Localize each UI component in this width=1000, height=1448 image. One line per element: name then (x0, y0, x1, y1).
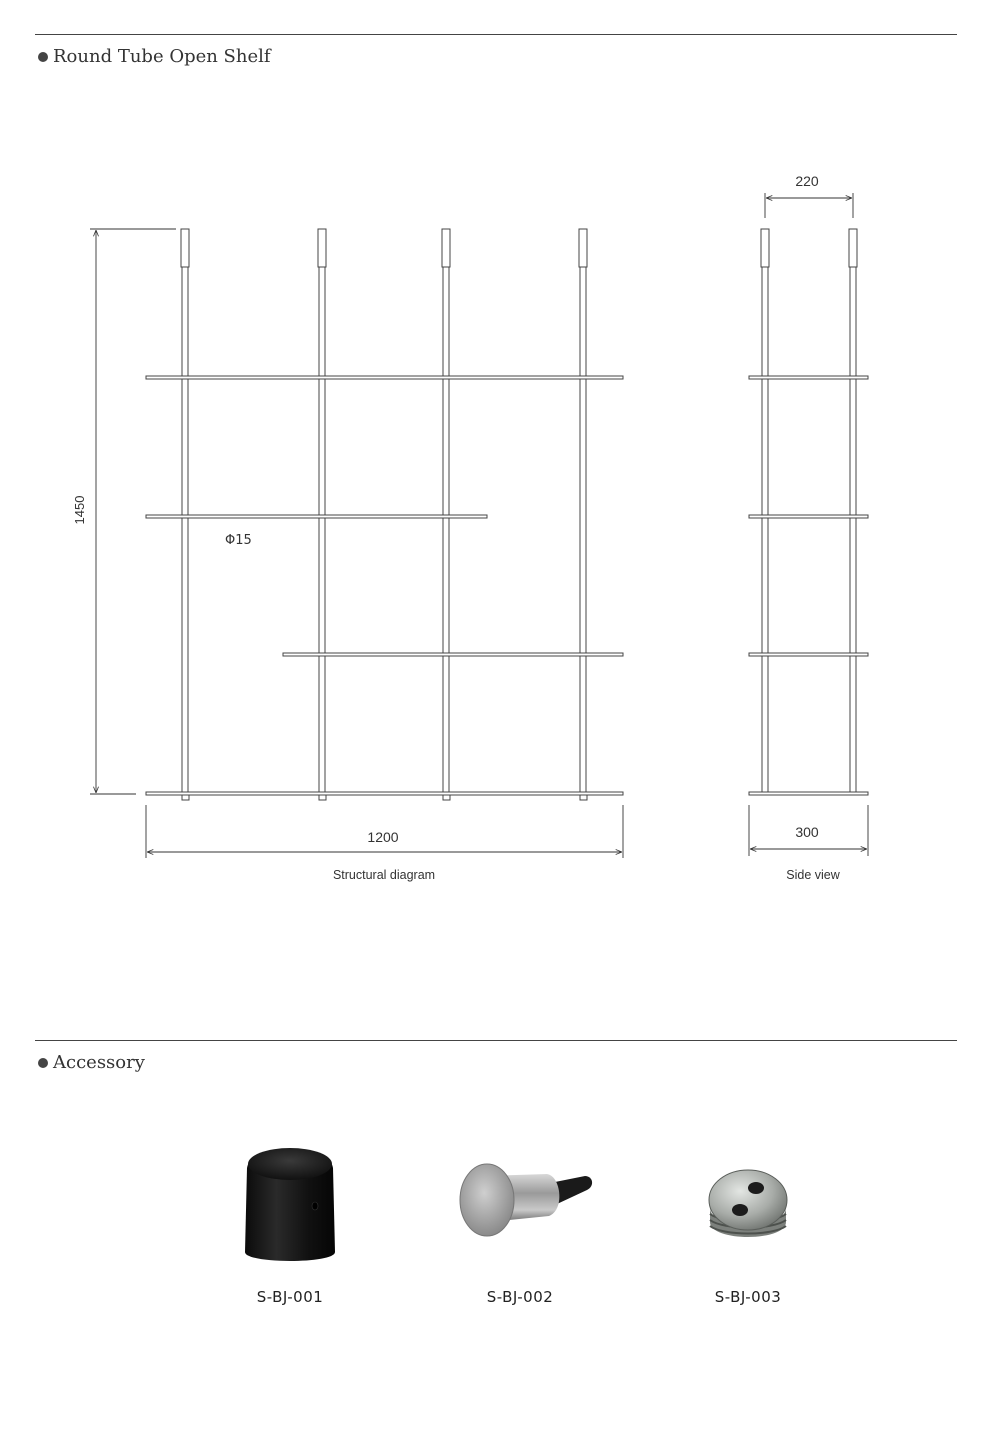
side-shelf (749, 792, 868, 795)
side-depth-dimension-label: 300 (795, 824, 819, 840)
front-post (579, 229, 587, 800)
width-dimension-label: 1200 (367, 829, 399, 845)
section-title-accessory (38, 1052, 145, 1073)
bullet-icon (38, 1058, 48, 1068)
side-shelf (749, 515, 868, 518)
side-post (761, 229, 769, 794)
side-post (849, 229, 857, 794)
accessory-item (420, 1130, 620, 1306)
accessory-item (190, 1130, 390, 1306)
side-shelf (749, 376, 868, 379)
side-view (749, 229, 868, 795)
front-dimensions (90, 229, 623, 858)
shelf-title-text: Round Tube Open Shelf (53, 46, 271, 67)
accessory-code: S-BJ-001 (256, 1288, 324, 1306)
side-shelf (749, 653, 868, 656)
height-dimension-label: 1450 (72, 495, 87, 525)
front-shelf (146, 376, 623, 379)
threaded-insert-icon (693, 1130, 803, 1270)
accessory-code: S-BJ-003 (714, 1288, 782, 1306)
steel-connector-pin-icon (445, 1130, 595, 1270)
black-end-cap-icon (235, 1130, 345, 1270)
front-shelf (283, 653, 623, 656)
front-shelf (146, 792, 623, 795)
front-view-caption: Structural diagram (332, 868, 436, 882)
accessory-item (648, 1130, 848, 1306)
accessory-title-text: Accessory (53, 1052, 145, 1073)
tube-diameter-label: Φ15 (225, 533, 252, 548)
accessory-divider (35, 1040, 957, 1041)
front-shelf (146, 515, 487, 518)
front-view (146, 229, 623, 800)
accessory-code: S-BJ-002 (486, 1288, 554, 1306)
side-view-caption: Side view (786, 868, 840, 882)
side-top-dimension-label: 220 (795, 173, 819, 189)
